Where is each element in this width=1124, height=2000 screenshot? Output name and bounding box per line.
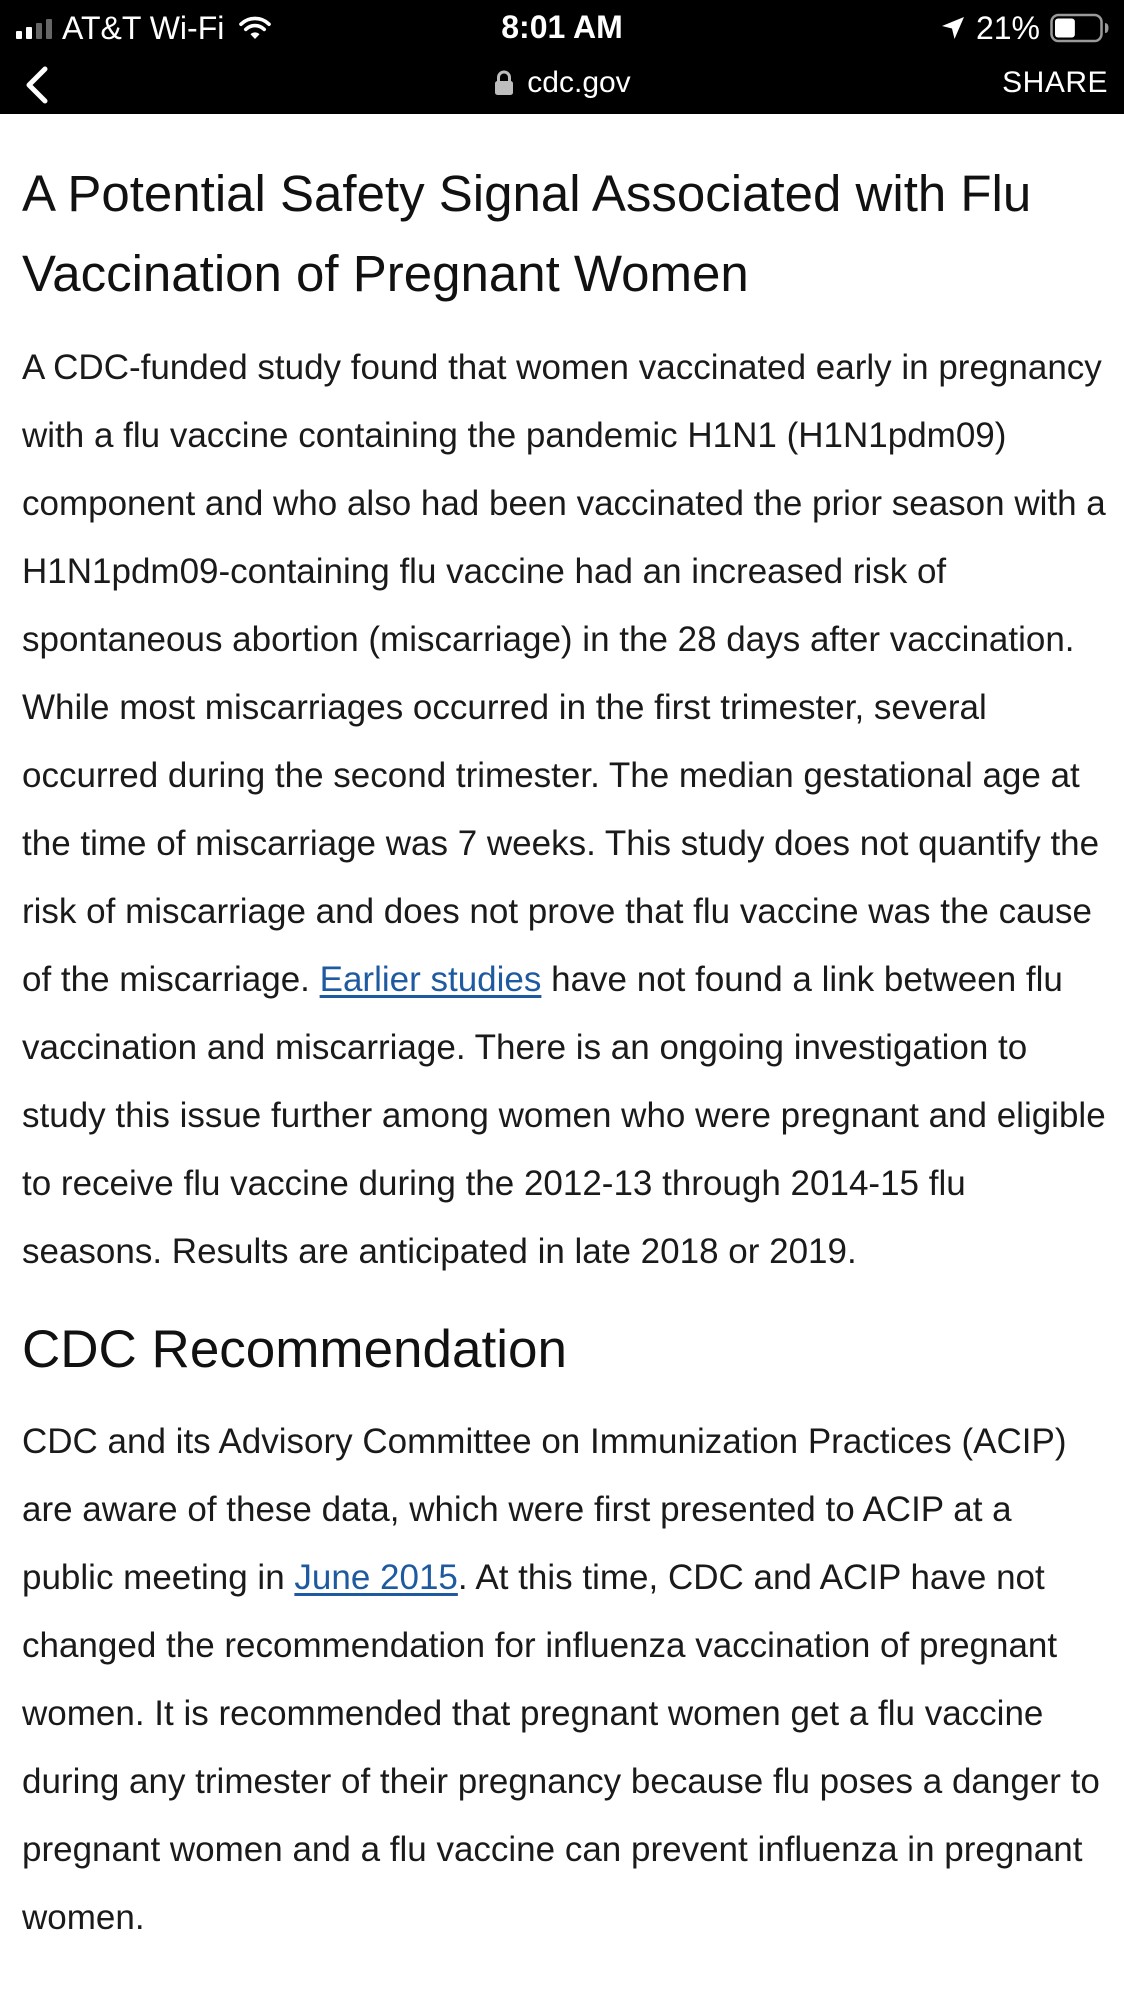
june-2015-link[interactable]: June 2015 — [294, 1558, 458, 1597]
back-button[interactable] — [16, 64, 56, 106]
status-left — [16, 10, 272, 46]
article-paragraph-1 — [22, 334, 1106, 1286]
paragraph-1-text-after: have not found a link between flu vaccination and miscarriage. There is an ongoing investigation to study this issue further among women who were pregnant and eligible to receive flu vaccine during the 2012-13 through 2014-15 flu seasons. Results are anticipated in late 2018 or 2019. — [22, 960, 1106, 1271]
url-display — [0, 66, 1124, 100]
battery-fill — [1055, 19, 1075, 38]
url-text[interactable]: cdc.gov — [527, 66, 631, 99]
battery-icon — [1050, 13, 1110, 43]
signal-bar — [36, 23, 42, 39]
lock-icon — [493, 70, 515, 96]
status-time: 8:01 AM — [501, 9, 623, 45]
chevron-left-icon — [23, 65, 49, 105]
signal-bar — [16, 31, 22, 39]
battery-percent: 21% — [975, 9, 1040, 46]
url-bar — [0, 56, 1124, 114]
section-heading-cdc-recommendation: CDC Recommendation — [22, 1320, 567, 1379]
paragraph-2-text-after: . At this time, CDC and ACIP have not changed the recommendation for influenza vaccination of pregnant women. It is recommended that pregnant women get a flu vaccine during any trimester of their pregnancy because flu poses a danger to pregnant women and a flu vaccine can prevent influenza in pregnant women. — [22, 1558, 1100, 1937]
location-arrow-icon — [940, 15, 966, 41]
wifi-icon — [238, 15, 272, 41]
paragraph-1-text-before: A CDC-funded study found that women vaccinated early in pregnancy with a flu vaccine containing the pandemic H1N1 (H1N1pdm09) component and who also had been vaccinated the prior season with a H1N1pdm09-containing flu vaccine had an increased risk of spontaneous abortion (miscarriage) in the 28 days after vaccination. While most miscarriages occurred in the first trimester, several occurred during the second trimester. The median gestational age at the time of miscarriage was 7 weeks. This study does not quantify the risk of miscarriage and does not prove that flu vaccine was the cause of the miscarriage. — [22, 348, 1106, 999]
article-paragraph-2 — [22, 1408, 1106, 1952]
earlier-studies-link[interactable]: Earlier studies — [319, 960, 542, 999]
signal-bar — [46, 19, 52, 39]
status-right — [940, 10, 1110, 46]
paragraph-2-text-before: CDC and its Advisory Committee on Immunization Practices (ACIP) are aware of these data, which were first presented to ACIP at a public meeting in — [22, 1422, 1067, 1597]
status-bar — [0, 0, 1124, 56]
article-title: A Potential Safety Signal Associated with Flu Vaccination of Pregnant Women — [22, 165, 1032, 302]
signal-bar — [26, 27, 32, 39]
carrier-label: AT&T Wi-Fi — [62, 9, 225, 46]
article-content — [22, 114, 1106, 1952]
cellular-signal-icon — [16, 17, 52, 39]
share-button[interactable]: SHARE — [1002, 66, 1108, 99]
browser-chrome — [0, 0, 1124, 114]
